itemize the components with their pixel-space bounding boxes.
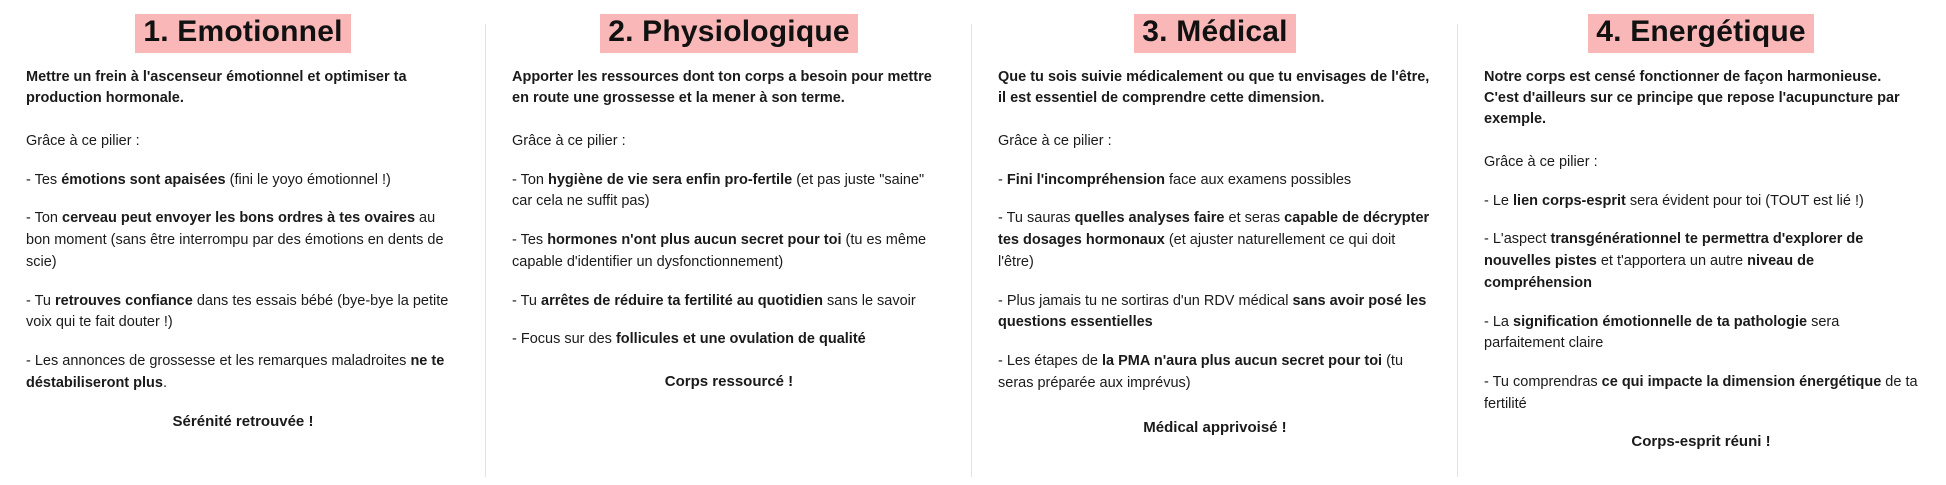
pillar-column-energetique — [1458, 14, 1944, 485]
pillar-bullet: - Ton hygiène de vie sera enfin pro-fertile (et pas juste "saine" car cela ne suffit pas) — [512, 171, 925, 210]
pillar-title-wrap-3 — [998, 14, 1432, 53]
pillar-column-physiologique — [486, 14, 972, 485]
pillar-title-2: 2. Physiologique — [600, 14, 858, 53]
pillar-bullet: - Les annonces de grossesse et les remarques maladroites ne te déstabiliseront plus. — [26, 353, 445, 391]
pillar-footer-4: Corps-esprit réuni ! — [1631, 432, 1771, 450]
pillar-lead-1: Mettre un frein à l'ascenseur émotionnel et optimiser ta production hormonale. — [26, 68, 407, 106]
pillar-column-emotionnel — [0, 14, 486, 485]
pillar-bullet: - Tu comprendras ce qui impacte la dimension énergétique de ta fertilité — [1484, 374, 1918, 412]
pillar-bullet: - Tes hormones n'ont plus aucun secret pour toi (tu es même capable d'identifier un dysfonctionnement) — [512, 232, 927, 270]
pillar-footer-1: Sérénité retrouvée ! — [172, 412, 314, 430]
pillar-grace-1: Grâce à ce pilier : — [26, 132, 140, 149]
pillar-title-wrap-1 — [26, 14, 460, 53]
pillar-bullet: - Le lien corps-esprit sera évident pour toi (TOUT est lié !) — [1484, 192, 1864, 209]
pillar-bullet: - Tu arrêtes de réduire ta fertilité au quotidien sans le savoir — [512, 292, 916, 309]
pillar-title-wrap-2 — [512, 14, 946, 53]
pillar-bullet: - Plus jamais tu ne sortiras d'un RDV médical sans avoir posé les questions essentielles — [998, 292, 1427, 331]
pillar-footer-3: Médical apprivoisé ! — [1143, 418, 1287, 436]
pillar-bullet: - Tes émotions sont apaisées (fini le yoyo émotionnel !) — [26, 171, 391, 188]
pillar-title-1: 1. Emotionnel — [135, 14, 350, 53]
pillar-lead-2: Apporter les ressources dont ton corps a besoin pour mettre en route une grossesse et la mener à son terme. — [512, 68, 932, 106]
pillar-footer-2: Corps ressourcé ! — [664, 373, 794, 391]
pillar-bullet: - Les étapes de la PMA n'aura plus aucun secret pour toi (tu seras préparée aux imprévus) — [998, 353, 1404, 391]
pillar-bullet: - Fini l'incompréhension face aux examens possibles — [998, 171, 1352, 188]
pillar-title-wrap-4 — [1484, 14, 1918, 53]
pillar-lead-3: Que tu sois suivie médicalement ou que tu envisages de l'être, il est essentiel de comprendre cette dimension. — [998, 68, 1430, 106]
pillar-bullet: - Ton cerveau peut envoyer les bons ordres à tes ovaires au bon moment (sans être interrompu par des émotions en dents de scie) — [26, 210, 444, 270]
pillar-title-4: 4. Energétique — [1588, 14, 1814, 53]
pillar-bullet: - Tu sauras quelles analyses faire et seras capable de décrypter tes dosages hormonaux (et ajuster naturellement ce qui doit l'être) — [998, 210, 1430, 270]
pillar-bullet: - L'aspect transgénérationnel te permettra d'explorer de nouvelles pistes et t'apportera un autre niveau de compréhension — [1484, 231, 1864, 291]
pillar-bullet: - La signification émotionnelle de ta pathologie sera parfaitement claire — [1484, 313, 1840, 352]
pillar-grace-2: Grâce à ce pilier : — [512, 132, 626, 149]
pillar-grace-3: Grâce à ce pilier : — [998, 132, 1112, 149]
pillar-column-medical — [972, 14, 1458, 485]
pillar-grace-4: Grâce à ce pilier : — [1484, 153, 1598, 170]
pillar-bullet: - Tu retrouves confiance dans tes essais bébé (bye-bye la petite voix qui te fait douter !) — [26, 292, 449, 331]
pillar-bullet: - Focus sur des follicules et une ovulation de qualité — [512, 331, 866, 348]
pillar-title-3: 3. Médical — [1134, 14, 1295, 53]
pillar-lead-4: Notre corps est censé fonctionner de façon harmonieuse. C'est d'ailleurs sur ce principe que repose l'acupuncture par exemple. — [1484, 68, 1900, 127]
